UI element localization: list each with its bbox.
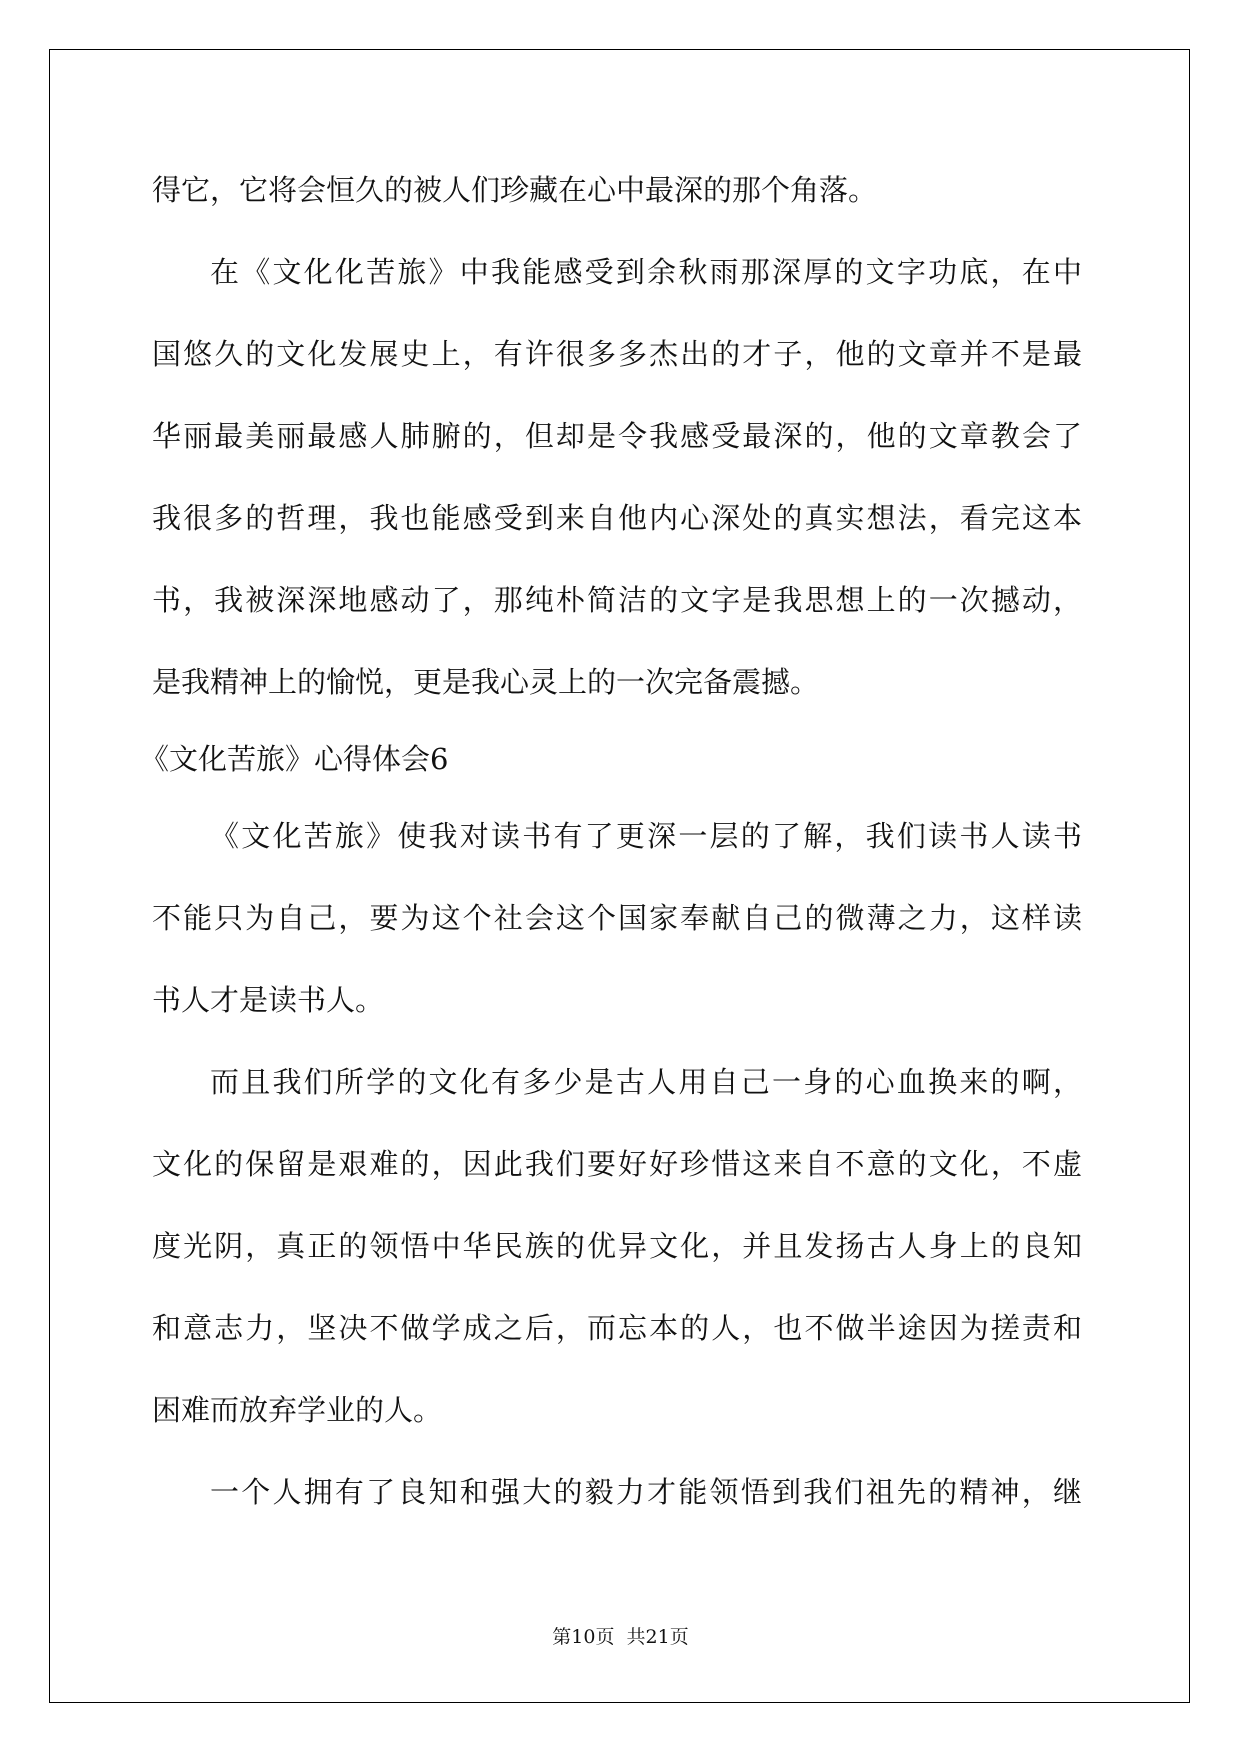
paragraph-line: 书人才是读书人。 [152,983,385,1017]
page-border [49,49,1190,1703]
paragraph-line: 是我精神上的愉悦，更是我心灵上的一次完备震撼。 [152,665,820,699]
paragraph-line: 《文化苦旅》使我对读书有了更深一层的了解，我们读书人读书 [210,819,1082,853]
paragraph-line: 我很多的哲理，我也能感受到来自他内心深处的真实想法，看完这本 [152,501,1082,535]
paragraph-line: 度光阴，真正的领悟中华民族的优异文化，并且发扬古人身上的良知 [152,1229,1082,1263]
paragraph-line: 书，我被深深地感动了，那纯朴简洁的文字是我思想上的一次撼动， [152,583,1082,617]
paragraph-line: 而且我们所学的文化有多少是古人用自己一身的心血换来的啊， [210,1065,1082,1099]
paragraph-line: 文化的保留是艰难的，因此我们要好好珍惜这来自不意的文化，不虚 [152,1147,1082,1181]
paragraph-line: 和意志力，坚决不做学成之后，而忘本的人，也不做半途因为搓责和 [152,1311,1082,1345]
page-number-footer: 第10页 共21页 [552,1626,689,1648]
paragraph-line: 困难而放弃学业的人。 [152,1393,443,1427]
paragraph-line: 得它，它将会恒久的被人们珍藏在心中最深的那个角落。 [152,173,878,207]
paragraph-line: 华丽最美丽最感人肺腑的，但却是令我感受最深的，他的文章教会了 [152,419,1082,453]
paragraph-line: 国悠久的文化发展史上，有许很多多杰出的才子，他的文章并不是最 [152,337,1082,371]
paragraph-line: 一个人拥有了良知和强大的毅力才能领悟到我们祖先的精神，继 [210,1475,1082,1509]
paragraph-line: 在《文化化苦旅》中我能感受到余秋雨那深厚的文字功底，在中 [210,255,1082,289]
paragraph-line: 不能只为自己，要为这个社会这个国家奉献自己的微薄之力，这样读 [152,901,1082,935]
section-heading: 《文化苦旅》心得体会6 [140,742,449,776]
